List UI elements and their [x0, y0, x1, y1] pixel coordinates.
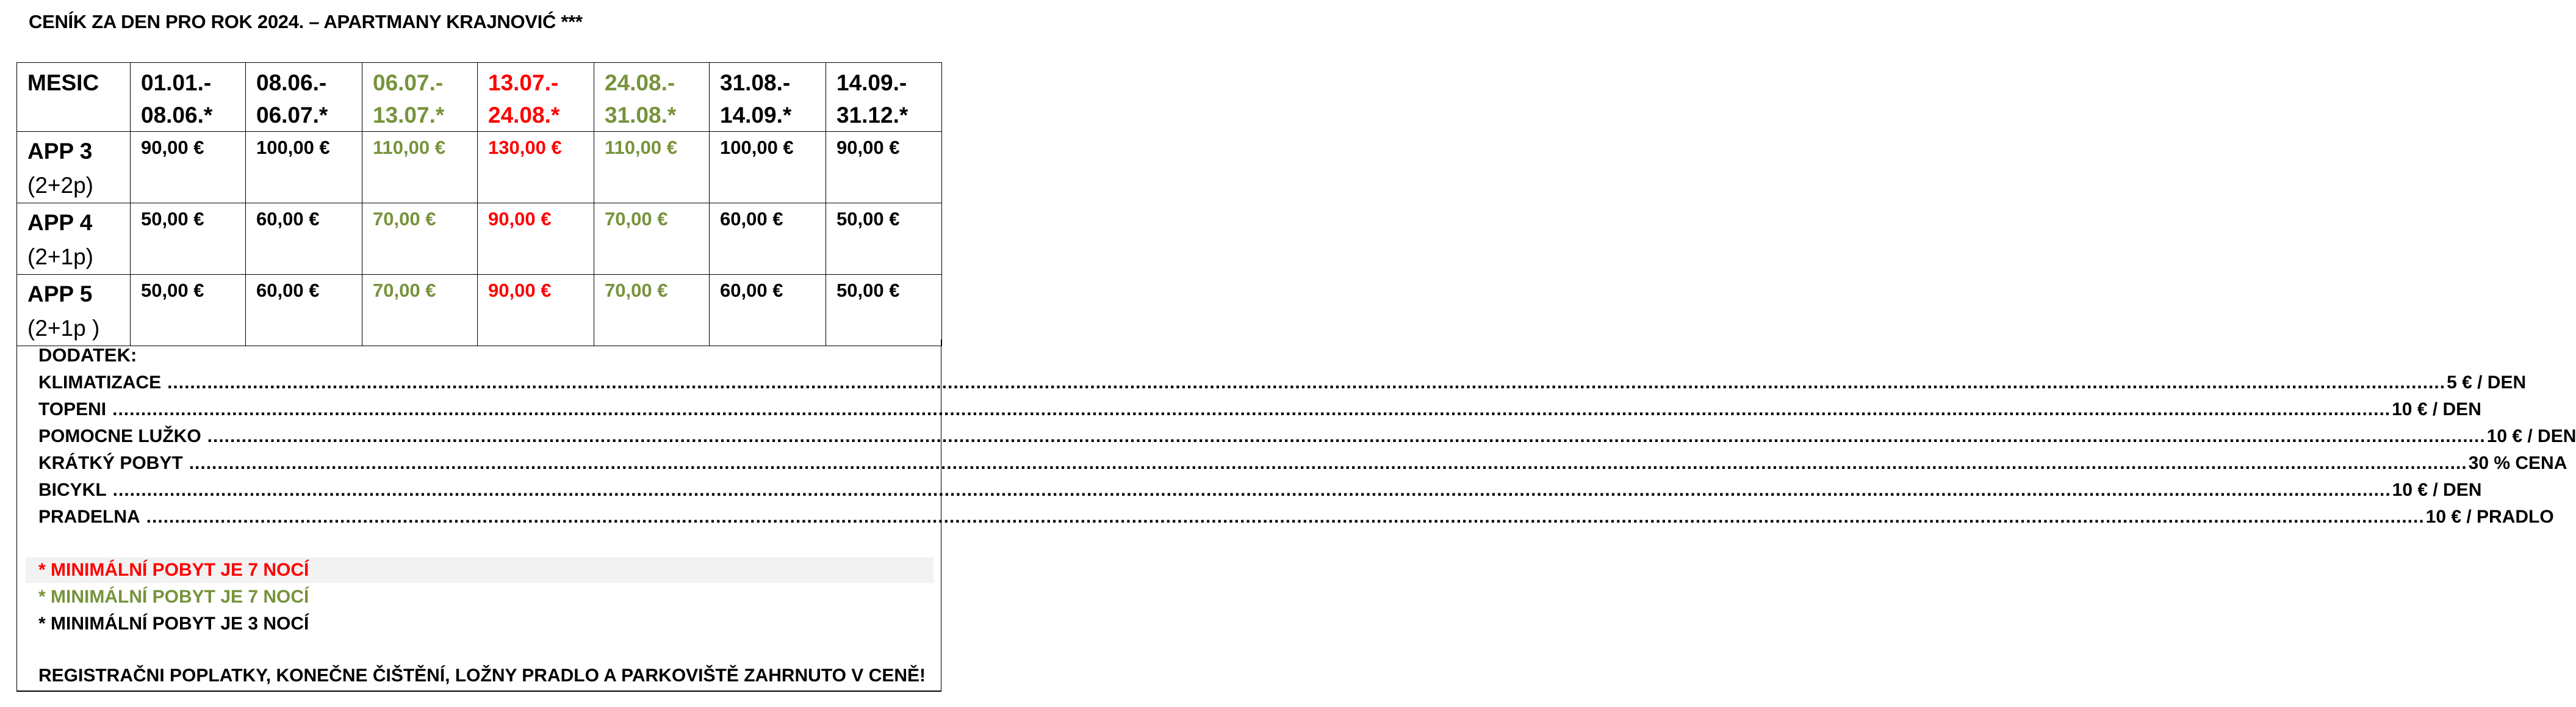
apartment-cell — [17, 203, 131, 275]
dot-leader: ................................................................................................................................................................................................................................................................................................................................................................................................................ — [112, 480, 2391, 500]
header-label: MESIC — [27, 70, 99, 95]
period-end: 06.07.* — [256, 103, 328, 128]
extra-item — [38, 505, 2554, 529]
extra-item — [38, 451, 2567, 476]
apartment-capacity: (2+2p) — [27, 173, 93, 198]
period-start: 06.07.- — [373, 70, 444, 95]
apartment-name: APP 5 — [27, 281, 93, 306]
price-cell: 70,00 € — [362, 203, 478, 275]
header-cell-month — [17, 63, 131, 132]
table-row — [17, 132, 942, 203]
header-cell-period — [362, 63, 478, 132]
extras-title: DODATEK: — [38, 344, 137, 366]
price-cell: 70,00 € — [594, 275, 710, 346]
period-start: 24.08.- — [605, 70, 675, 95]
extra-value: 5 € / DEN — [2447, 372, 2527, 393]
extra-label: TOPENI — [38, 399, 107, 419]
header-cell-period — [594, 63, 710, 132]
price-cell: 110,00 € — [594, 132, 710, 203]
price-cell: 60,00 € — [710, 203, 826, 275]
price-cell: 90,00 € — [478, 203, 594, 275]
table-row — [17, 275, 942, 346]
price-cell: 50,00 € — [826, 203, 942, 275]
header-cell-period — [478, 63, 594, 132]
header-cell-period — [826, 63, 942, 132]
apartment-cell — [17, 275, 131, 346]
apartment-name: APP 4 — [27, 210, 93, 235]
price-cell: 100,00 € — [246, 132, 362, 203]
price-cell: 90,00 € — [478, 275, 594, 346]
period-start: 13.07.- — [488, 70, 559, 95]
period-start: 14.09.- — [836, 70, 907, 95]
period-end: 31.12.* — [836, 103, 908, 128]
extra-label: KRÁTKÝ POBYT — [38, 453, 183, 473]
period-end: 14.09.* — [720, 103, 792, 128]
extra-label: BICYKL — [38, 480, 107, 500]
extra-item — [38, 397, 2481, 422]
extra-value: 10 € / DEN — [2392, 399, 2481, 419]
dot-leader: ................................................................................................................................................................................................................................................................................................................................................................................................................ — [189, 453, 2467, 473]
dot-leader: ................................................................................................................................................................................................................................................................................................................................................................................................................ — [167, 372, 2446, 393]
header-cell-period — [710, 63, 826, 132]
period-end: 24.08.* — [488, 103, 560, 128]
price-cell: 70,00 € — [362, 275, 478, 346]
included-services-note: REGISTRAČNI POPLATKY, KONEČNE ČIŠTĚNÍ, LOŽNY PRADLO A PARKOVIŠTĚ ZAHRNUTO V CENĚ! — [38, 665, 926, 686]
dot-leader: ................................................................................................................................................................................................................................................................................................................................................................................................................ — [146, 507, 2425, 527]
header-cell-period — [131, 63, 246, 132]
header-cell-period — [246, 63, 362, 132]
extra-item — [38, 424, 2576, 449]
table-row — [17, 203, 942, 275]
extras-section — [16, 339, 2576, 692]
extra-value: 10 € / DEN — [2486, 426, 2576, 446]
apartment-capacity: (2+1p) — [27, 244, 93, 269]
extra-value: 30 % CENA — [2468, 453, 2567, 473]
price-cell: 100,00 € — [710, 132, 826, 203]
price-cell: 60,00 € — [246, 275, 362, 346]
price-cell: 50,00 € — [826, 275, 942, 346]
price-table — [16, 62, 942, 346]
price-cell: 90,00 € — [131, 132, 246, 203]
apartment-capacity: (2+1p ) — [27, 316, 100, 341]
apartment-cell — [17, 132, 131, 203]
price-cell: 60,00 € — [246, 203, 362, 275]
price-cell: 70,00 € — [594, 203, 710, 275]
extra-value: 10 € / DEN — [2392, 480, 2482, 500]
period-end: 08.06.* — [141, 103, 213, 128]
price-cell: 110,00 € — [362, 132, 478, 203]
price-cell: 60,00 € — [710, 275, 826, 346]
extra-value: 10 € / PRADLO — [2425, 507, 2554, 527]
period-end: 13.07.* — [373, 103, 445, 128]
table-header-row — [17, 63, 942, 132]
page-title: CENÍK ZA DEN PRO ROK 2024. – APARTMANY KRAJNOVIĆ *** — [29, 11, 583, 32]
extra-label: POMOCNE LUŽKO — [38, 426, 201, 446]
note-min-stay-green: * MINIMÁLNÍ POBYT JE 7 NOCÍ — [38, 587, 309, 607]
dot-leader: ................................................................................................................................................................................................................................................................................................................................................................................................................ — [207, 426, 2486, 446]
period-start: 08.06.- — [256, 70, 327, 95]
note-min-stay-black: * MINIMÁLNÍ POBYT JE 3 NOCÍ — [38, 614, 309, 634]
price-cell: 50,00 € — [131, 203, 246, 275]
period-start: 31.08.- — [720, 70, 791, 95]
extra-label: KLIMATIZACE — [38, 372, 162, 393]
extra-item — [38, 371, 2527, 395]
extra-item — [38, 478, 2482, 502]
price-cell: 90,00 € — [826, 132, 942, 203]
apartment-name: APP 3 — [27, 139, 93, 164]
extra-label: PRADELNA — [38, 507, 140, 527]
price-cell: 130,00 € — [478, 132, 594, 203]
period-end: 31.08.* — [605, 103, 677, 128]
dot-leader: ................................................................................................................................................................................................................................................................................................................................................................................................................ — [112, 399, 2391, 419]
note-min-stay-red: * MINIMÁLNÍ POBYT JE 7 NOCÍ — [38, 560, 309, 580]
price-cell: 50,00 € — [131, 275, 246, 346]
period-start: 01.01.- — [141, 70, 212, 95]
